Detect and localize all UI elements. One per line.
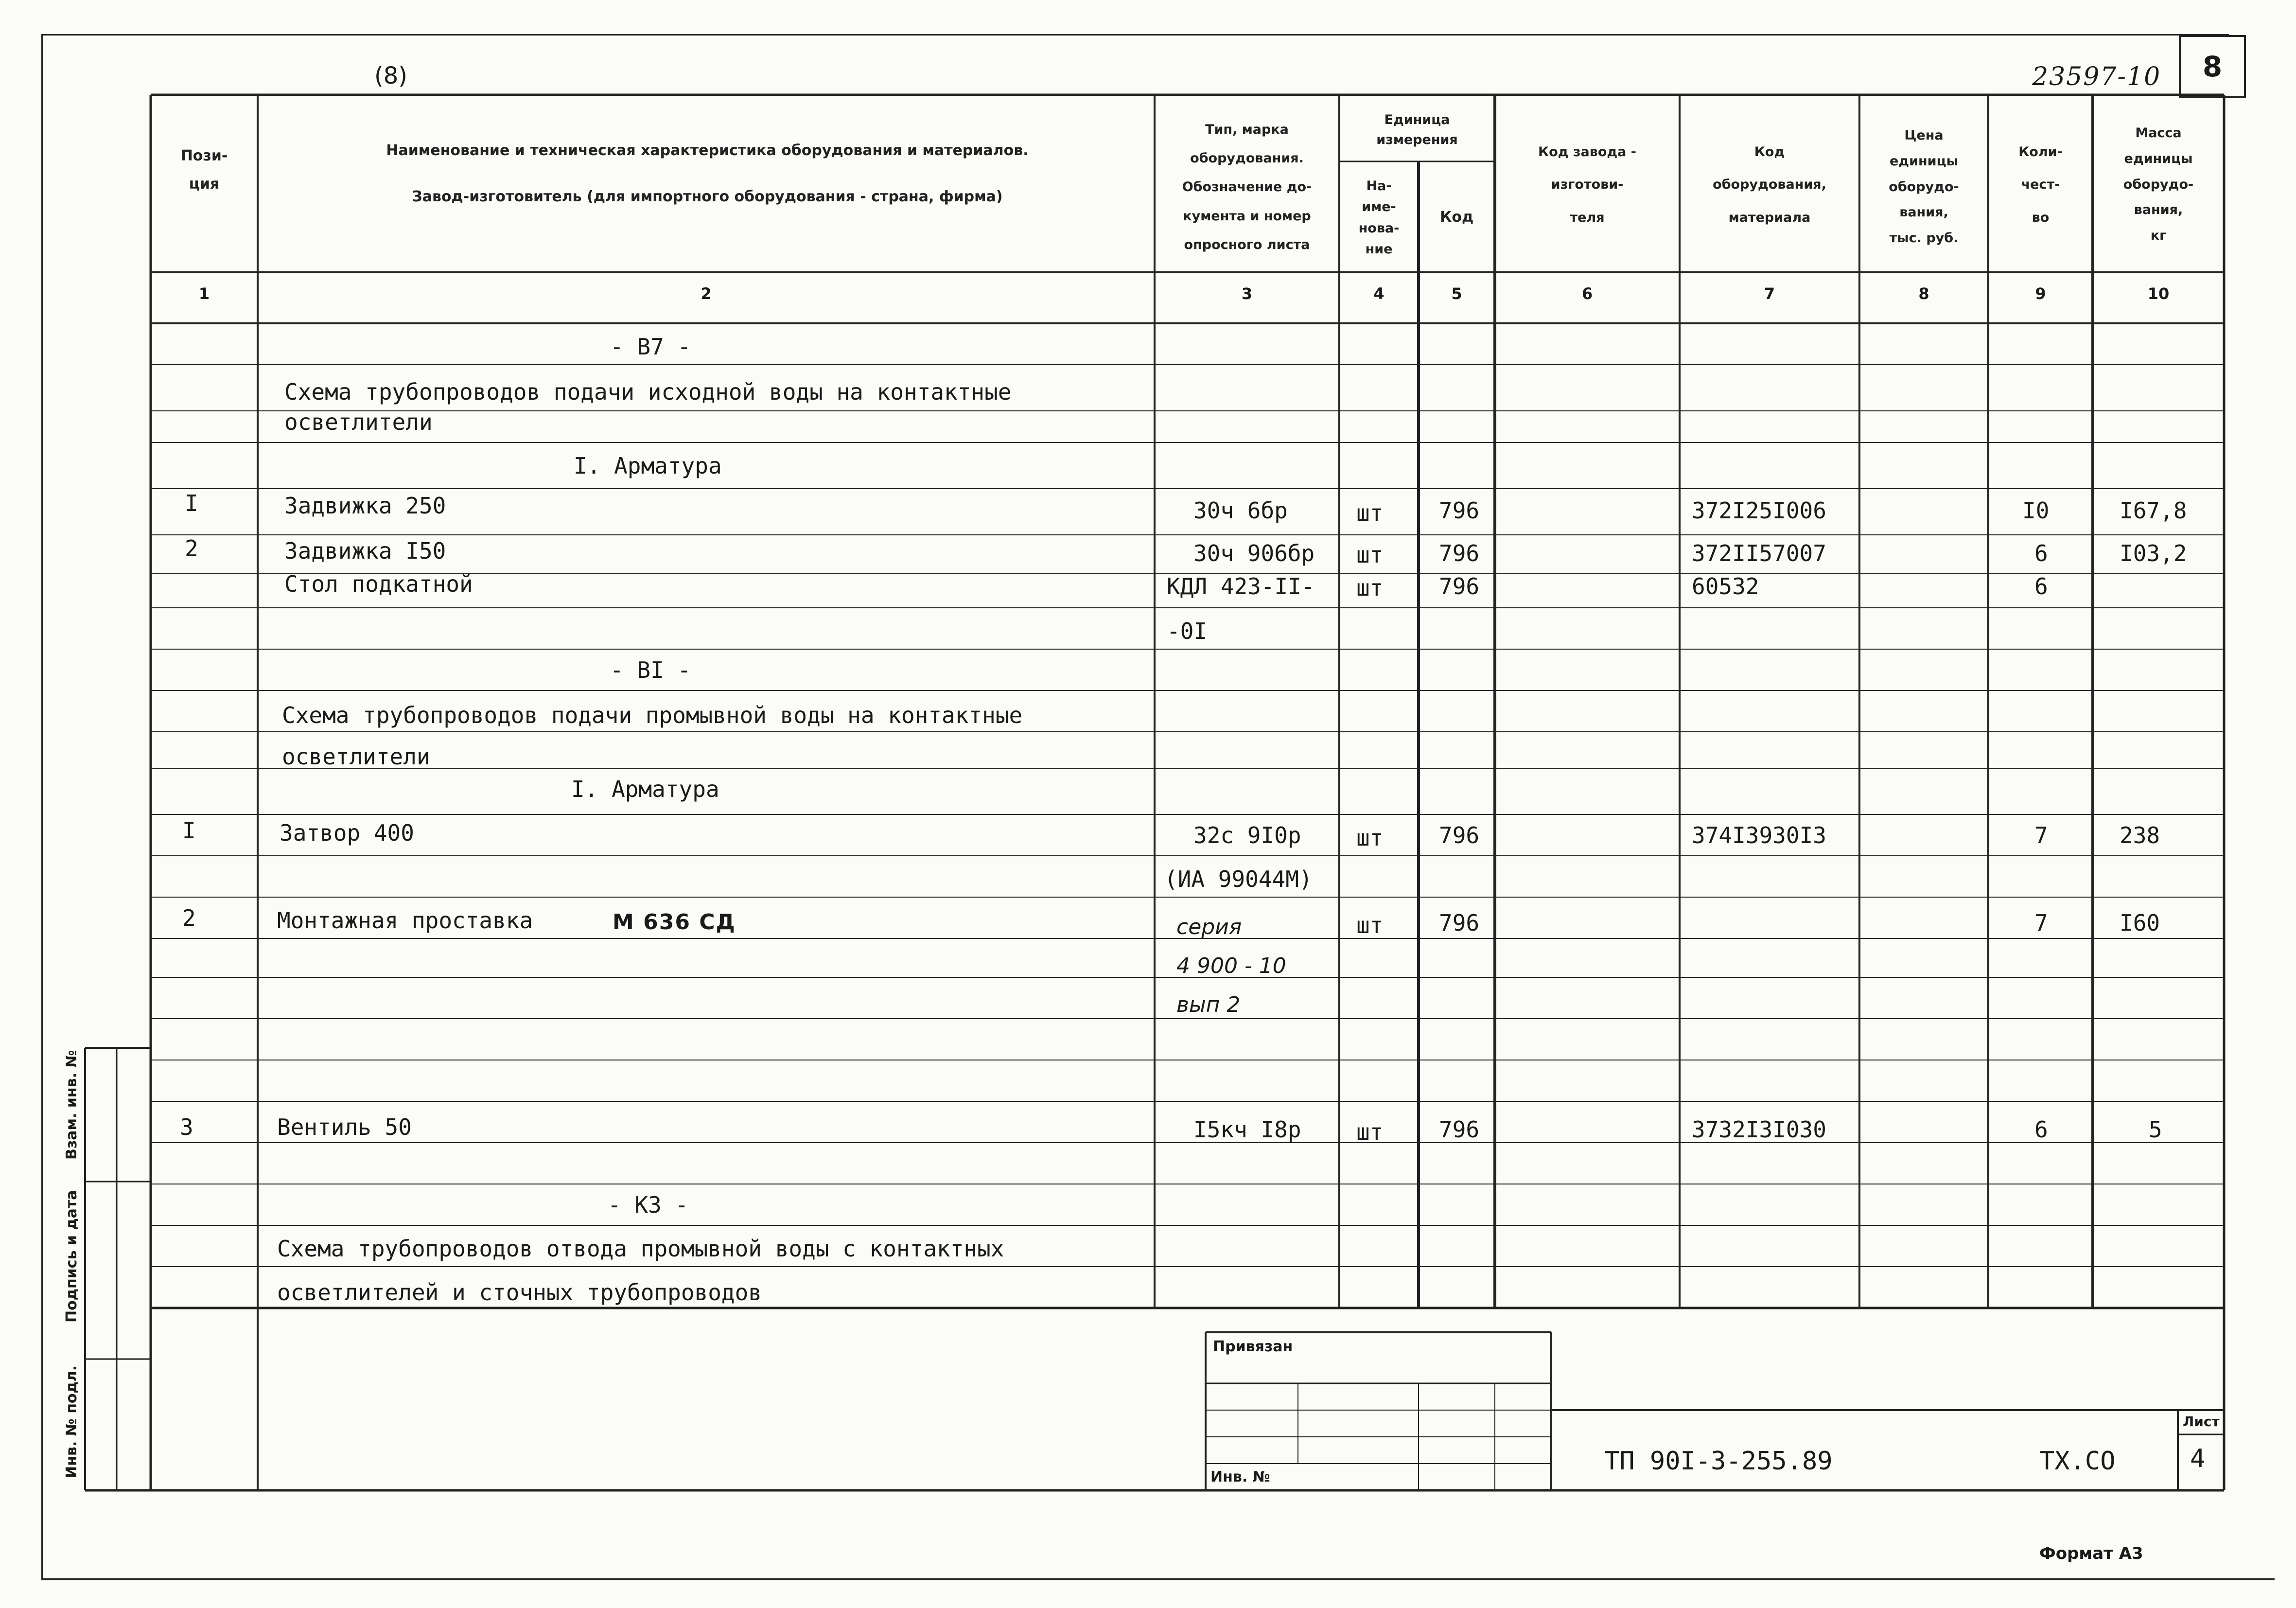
row-unit-code: 796 bbox=[1439, 573, 1480, 600]
side-label-signature-date: Подпись и дата bbox=[63, 1190, 80, 1323]
row-position: 2 bbox=[182, 905, 196, 931]
row-type: КДЛ 423-II- bbox=[1167, 573, 1315, 600]
page-label: (8) bbox=[374, 62, 407, 89]
row-position: I bbox=[185, 490, 198, 516]
header-equipment-code: Код оборудования, материала bbox=[1713, 144, 1826, 225]
row-equipment-code: 372I25I006 bbox=[1692, 497, 1826, 524]
row-name: Задвижка 250 bbox=[284, 493, 446, 519]
scheme-title-cont: осветлители bbox=[282, 743, 430, 770]
row-mass: 238 bbox=[2120, 822, 2160, 848]
row-name: Монтажная проставка bbox=[277, 907, 533, 934]
column-number: 3 bbox=[1241, 284, 1253, 303]
scheme-title-cont: осветлители bbox=[284, 409, 433, 435]
row-quantity: I0 bbox=[2022, 497, 2050, 524]
row-type-cont: (ИА 99044М) bbox=[1164, 866, 1313, 892]
row-quantity: 7 bbox=[2034, 910, 2048, 936]
row-type-handwritten: вып 2 bbox=[1176, 992, 1241, 1017]
row-unit: шт bbox=[1356, 912, 1384, 938]
scheme-title: Схема трубопроводов отвода промывной воды с контактных bbox=[277, 1236, 1004, 1262]
row-mark-handwritten: М 636 СД bbox=[613, 910, 736, 935]
stamp-inventory-number: Инв. № bbox=[1210, 1468, 1270, 1485]
row-name: Затвор 400 bbox=[280, 820, 414, 846]
header-unit-code: Код bbox=[1439, 209, 1474, 226]
stamp-bound-to: Привязан bbox=[1213, 1338, 1293, 1355]
row-unit-code: 796 bbox=[1439, 497, 1480, 524]
header-price: Цена единицы оборудо- вания, тыс. руб. bbox=[1889, 128, 1959, 246]
column-number: 6 bbox=[1581, 284, 1593, 303]
header-mass: Масса единицы оборудо- вания, кг bbox=[2123, 125, 2194, 243]
section-heading: - В7 - bbox=[610, 334, 691, 360]
row-unit-code: 796 bbox=[1439, 540, 1480, 566]
column-number: 5 bbox=[1451, 284, 1462, 303]
row-equipment-code: 60532 bbox=[1692, 573, 1759, 600]
row-equipment-code: 374I3930I3 bbox=[1692, 822, 1826, 848]
group-heading: I. Арматура bbox=[574, 453, 722, 479]
row-quantity: 6 bbox=[2034, 1116, 2048, 1143]
row-unit: шт bbox=[1356, 575, 1384, 601]
scheme-title: Схема трубопроводов подачи промывной воды на контактные bbox=[282, 702, 1023, 728]
column-number: 1 bbox=[198, 284, 210, 303]
scheme-title: Схема трубопроводов подачи исходной воды на контактные bbox=[284, 379, 1012, 405]
row-unit-code: 796 bbox=[1439, 822, 1480, 848]
row-mass: 5 bbox=[2149, 1116, 2162, 1143]
row-unit: шт bbox=[1356, 500, 1384, 526]
corner-sheet-number: 8 bbox=[2179, 35, 2246, 98]
header-quantity: Коли- чест- во bbox=[2018, 144, 2063, 225]
row-unit-code: 796 bbox=[1439, 1116, 1480, 1143]
row-quantity: 7 bbox=[2034, 822, 2048, 848]
scheme-title-cont: осветлителей и сточных трубопроводов bbox=[277, 1279, 762, 1306]
title-document-code: ТП 90I-3-255.89 bbox=[1604, 1447, 1833, 1476]
column-number: 9 bbox=[2035, 284, 2046, 303]
row-quantity: 6 bbox=[2034, 573, 2048, 600]
row-type-handwritten: 4 900 - 10 bbox=[1176, 954, 1286, 978]
row-type: 30ч 6бр bbox=[1193, 497, 1288, 524]
row-position: 3 bbox=[180, 1114, 193, 1140]
row-position: I bbox=[182, 817, 196, 844]
header-position: Пози- ция bbox=[180, 147, 228, 193]
side-label-original-inv: Инв. № подл. bbox=[63, 1365, 80, 1478]
header-name-line2: Завод-изготовитель (для импортного оборудования - страна, фирма) bbox=[412, 188, 1003, 205]
header-unit: Единица измерения bbox=[1376, 112, 1458, 147]
title-document-mark: ТХ.СО bbox=[2039, 1447, 2116, 1476]
header-plant-code: Код завода - изготови- теля bbox=[1538, 144, 1636, 225]
header-unit-name: На- име- нова- ние bbox=[1358, 178, 1400, 257]
header-type: Тип, марка оборудования. Обозначение до- кумента и номер опросного листа bbox=[1182, 122, 1312, 253]
row-unit: шт bbox=[1356, 1119, 1384, 1145]
column-number: 7 bbox=[1764, 284, 1775, 303]
row-type-cont: -0I bbox=[1167, 618, 1208, 644]
row-unit-code: 796 bbox=[1439, 910, 1480, 936]
column-number: 8 bbox=[1918, 284, 1929, 303]
row-unit: шт bbox=[1356, 825, 1384, 851]
top-border bbox=[41, 34, 2229, 35]
header-name-line1: Наименование и техническая характеристика оборудования и материалов. bbox=[386, 141, 1029, 159]
row-name: Задвижка I50 bbox=[284, 538, 446, 564]
row-mass: I67,8 bbox=[2120, 497, 2187, 524]
column-number: 4 bbox=[1373, 284, 1385, 303]
column-number: 2 bbox=[701, 284, 712, 303]
column-number: 10 bbox=[2147, 284, 2170, 303]
row-equipment-code: 372II57007 bbox=[1692, 540, 1826, 566]
row-type: 32с 9I0р bbox=[1193, 822, 1301, 848]
section-heading: - К3 - bbox=[608, 1192, 689, 1218]
handwritten-doc-code: 23597-10 bbox=[2032, 62, 2161, 91]
row-unit: шт bbox=[1356, 542, 1384, 568]
row-mass: I03,2 bbox=[2120, 540, 2187, 566]
row-type-handwritten: серия bbox=[1176, 915, 1242, 939]
section-heading: - ВI - bbox=[610, 657, 691, 683]
row-type: I5кч I8р bbox=[1193, 1116, 1301, 1143]
row-equipment-code: 3732I3I030 bbox=[1692, 1116, 1826, 1143]
row-name: Стол подкатной bbox=[284, 571, 473, 597]
row-mass: I60 bbox=[2120, 910, 2160, 936]
row-position: 2 bbox=[185, 535, 198, 562]
side-label-replacement-inv: Взам. инв. № bbox=[63, 1050, 80, 1160]
group-heading: I. Арматура bbox=[571, 776, 719, 802]
title-sheet-label: Лист bbox=[2183, 1414, 2220, 1430]
row-type: 30ч 906бр bbox=[1193, 540, 1315, 566]
format-label: Формат А3 bbox=[2039, 1544, 2143, 1563]
row-name: Вентиль 50 bbox=[277, 1114, 412, 1140]
row-quantity: 6 bbox=[2034, 540, 2048, 566]
title-sheet-number: 4 bbox=[2190, 1444, 2206, 1473]
